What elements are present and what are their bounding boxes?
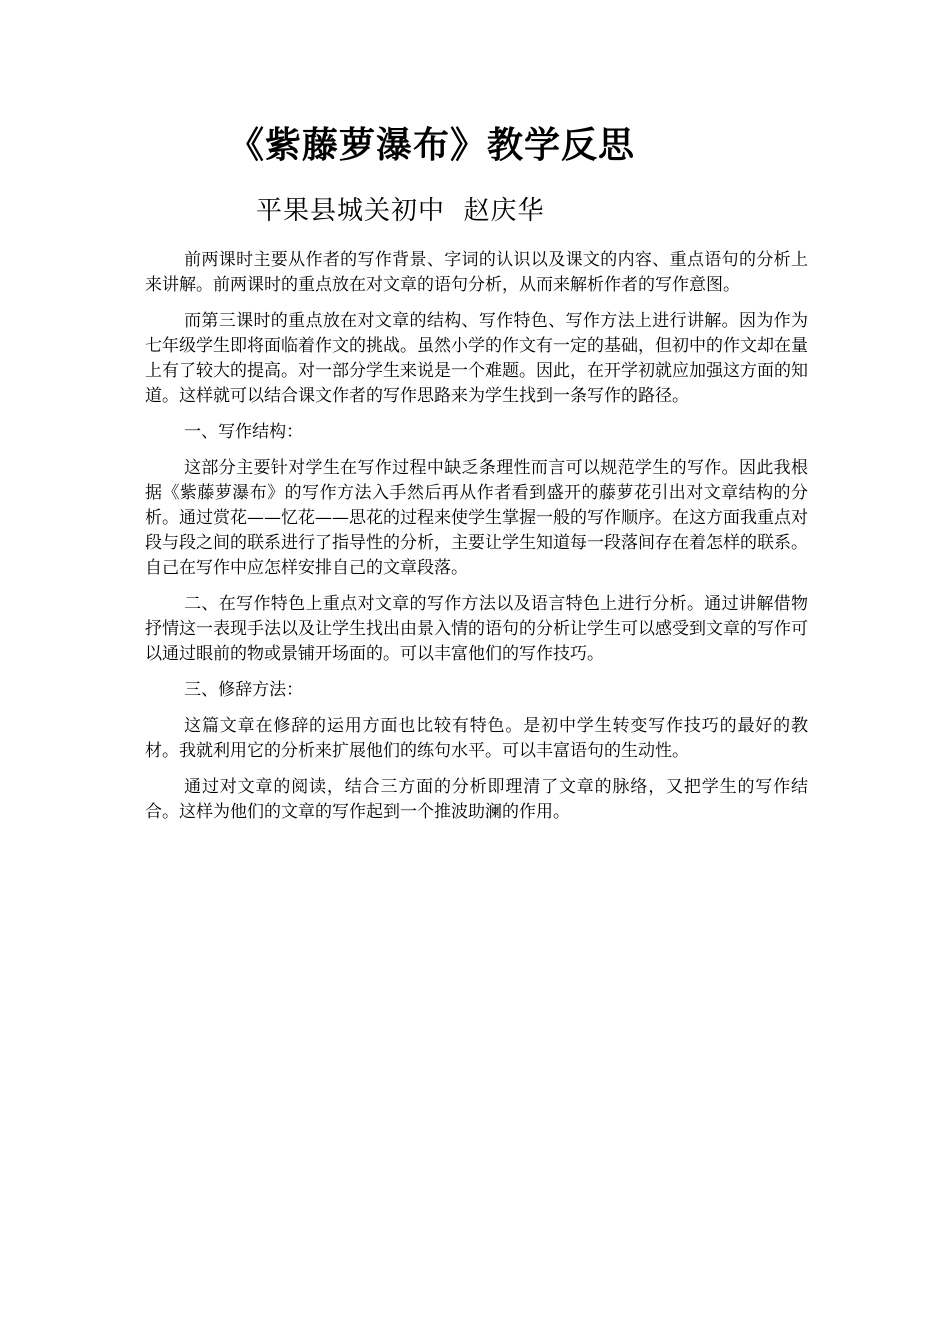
paragraph-rhetoric: 这篇文章在修辞的运用方面也比较有特色。是初中学生转变写作技巧的最好的教材。我就利用它的分析来扩展他们的练句水平。可以丰富语句的生动性。 <box>145 716 808 761</box>
paragraph-writing-features: 二、在写作特色上重点对文章的写作方法以及语言特色上进行分析。通过讲解借物抒情这一表现手法以及让学生找出由景入情的语句的分析让学生可以感受到文章的写作可以通过眼前的物或景铺开场面的。可以丰富他们的写作技巧。 <box>145 594 808 664</box>
section-heading-rhetoric: 三、修辞方法： <box>184 680 304 700</box>
paragraph-conclusion: 通过对文章的阅读，结合三方面的分析即理清了文章的脉络，又把学生的写作结合。这样为他们的文章的写作起到一个推波助澜的作用。 <box>145 777 808 822</box>
paragraph-intro: 前两课时主要从作者的写作背景、字词的认识以及课文的内容、重点语句的分析上来讲解。前两课时的重点放在对文章的语句分析，从而来解析作者的写作意图。 <box>145 250 808 295</box>
document-title: 《紫藤萝瀑布》教学反思 <box>228 125 636 166</box>
document-body <box>145 248 808 836</box>
section-heading-structure: 一、写作结构： <box>184 422 304 442</box>
paragraph-third-lesson: 而第三课时的重点放在对文章的结构、写作特色、写作方法上进行讲解。因为作为七年级学生即将面临着作文的挑战。虽然小学的作文有一定的基础，但初中的作文却在量上有了较大的提高。对一部分学生来说是一个难题。因此，在开学初就应加强这方面的知道。这样就可以结合课文作者的写作思路来为学生找到一条写作的路径。 <box>145 311 808 406</box>
paragraph-structure: 这部分主要针对学生在写作过程中缺乏条理性而言可以规范学生的写作。因此我根据《紫藤萝瀑布》的写作方法入手然后再从作者看到盛开的藤萝花引出对文章结构的分析。通过赏花——忆花——思花的过程来使学生掌握一般的写作顺序。在这方面我重点对段与段之间的联系进行了指导性的分析，主要让学生知道每一段落间存在着怎样的联系。自己在写作中应怎样安排自己的文章段落。 <box>145 458 808 578</box>
author-line: 平果县城关初中 赵庆华 <box>256 196 545 226</box>
